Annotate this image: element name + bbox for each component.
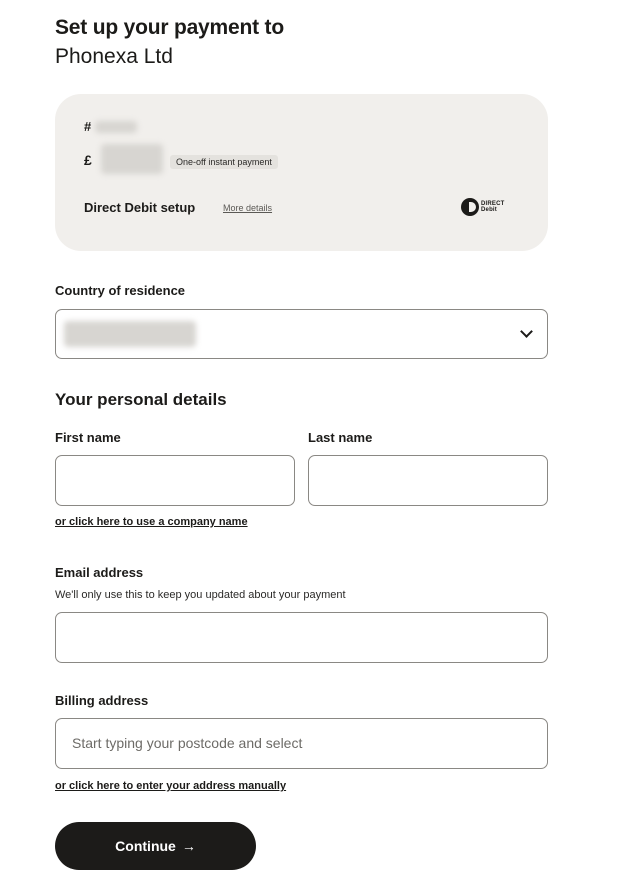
manual-address-link[interactable]: or click here to enter your address manually <box>55 780 287 792</box>
country-select[interactable] <box>55 309 548 359</box>
billing-address-label: Billing address <box>55 693 149 708</box>
continue-button[interactable] <box>55 822 256 870</box>
email-input[interactable] <box>55 612 548 663</box>
arrow-right-icon: → <box>181 838 196 854</box>
continue-label: Continue <box>115 838 176 854</box>
logo-text-1: DIRECT <box>481 201 505 207</box>
more-details-link[interactable]: More details <box>223 203 273 213</box>
amount-redacted <box>101 144 163 174</box>
first-name-label: First name <box>55 430 121 445</box>
payment-type-badge: One-off instant payment <box>170 155 278 169</box>
last-name-label: Last name <box>308 430 373 445</box>
country-value-redacted <box>64 321 196 347</box>
reference-redacted <box>95 121 137 133</box>
last-name-input[interactable] <box>308 455 548 506</box>
merchant-name: Phonexa Ltd <box>55 45 173 68</box>
reference-hash: # <box>84 119 92 134</box>
chevron-down-icon <box>520 325 533 338</box>
billing-address-placeholder: Start typing your postcode and select <box>72 735 303 751</box>
logo-text-2: Debit <box>481 207 497 213</box>
direct-debit-logo-icon <box>461 198 479 216</box>
email-label: Email address <box>55 565 144 580</box>
first-name-input[interactable] <box>55 455 295 506</box>
billing-address-input[interactable] <box>55 718 548 769</box>
email-help-text: We'll only use this to keep you updated about your payment <box>55 589 346 601</box>
currency-symbol: £ <box>84 152 92 168</box>
direct-debit-label: Direct Debit setup <box>84 200 196 215</box>
personal-details-heading: Your personal details <box>55 390 227 409</box>
company-name-link[interactable]: or click here to use a company name <box>55 516 248 528</box>
page-title: Set up your payment to <box>55 16 284 39</box>
direct-debit-logo <box>461 198 505 216</box>
payment-summary-card <box>55 94 548 251</box>
country-label: Country of residence <box>55 283 186 298</box>
